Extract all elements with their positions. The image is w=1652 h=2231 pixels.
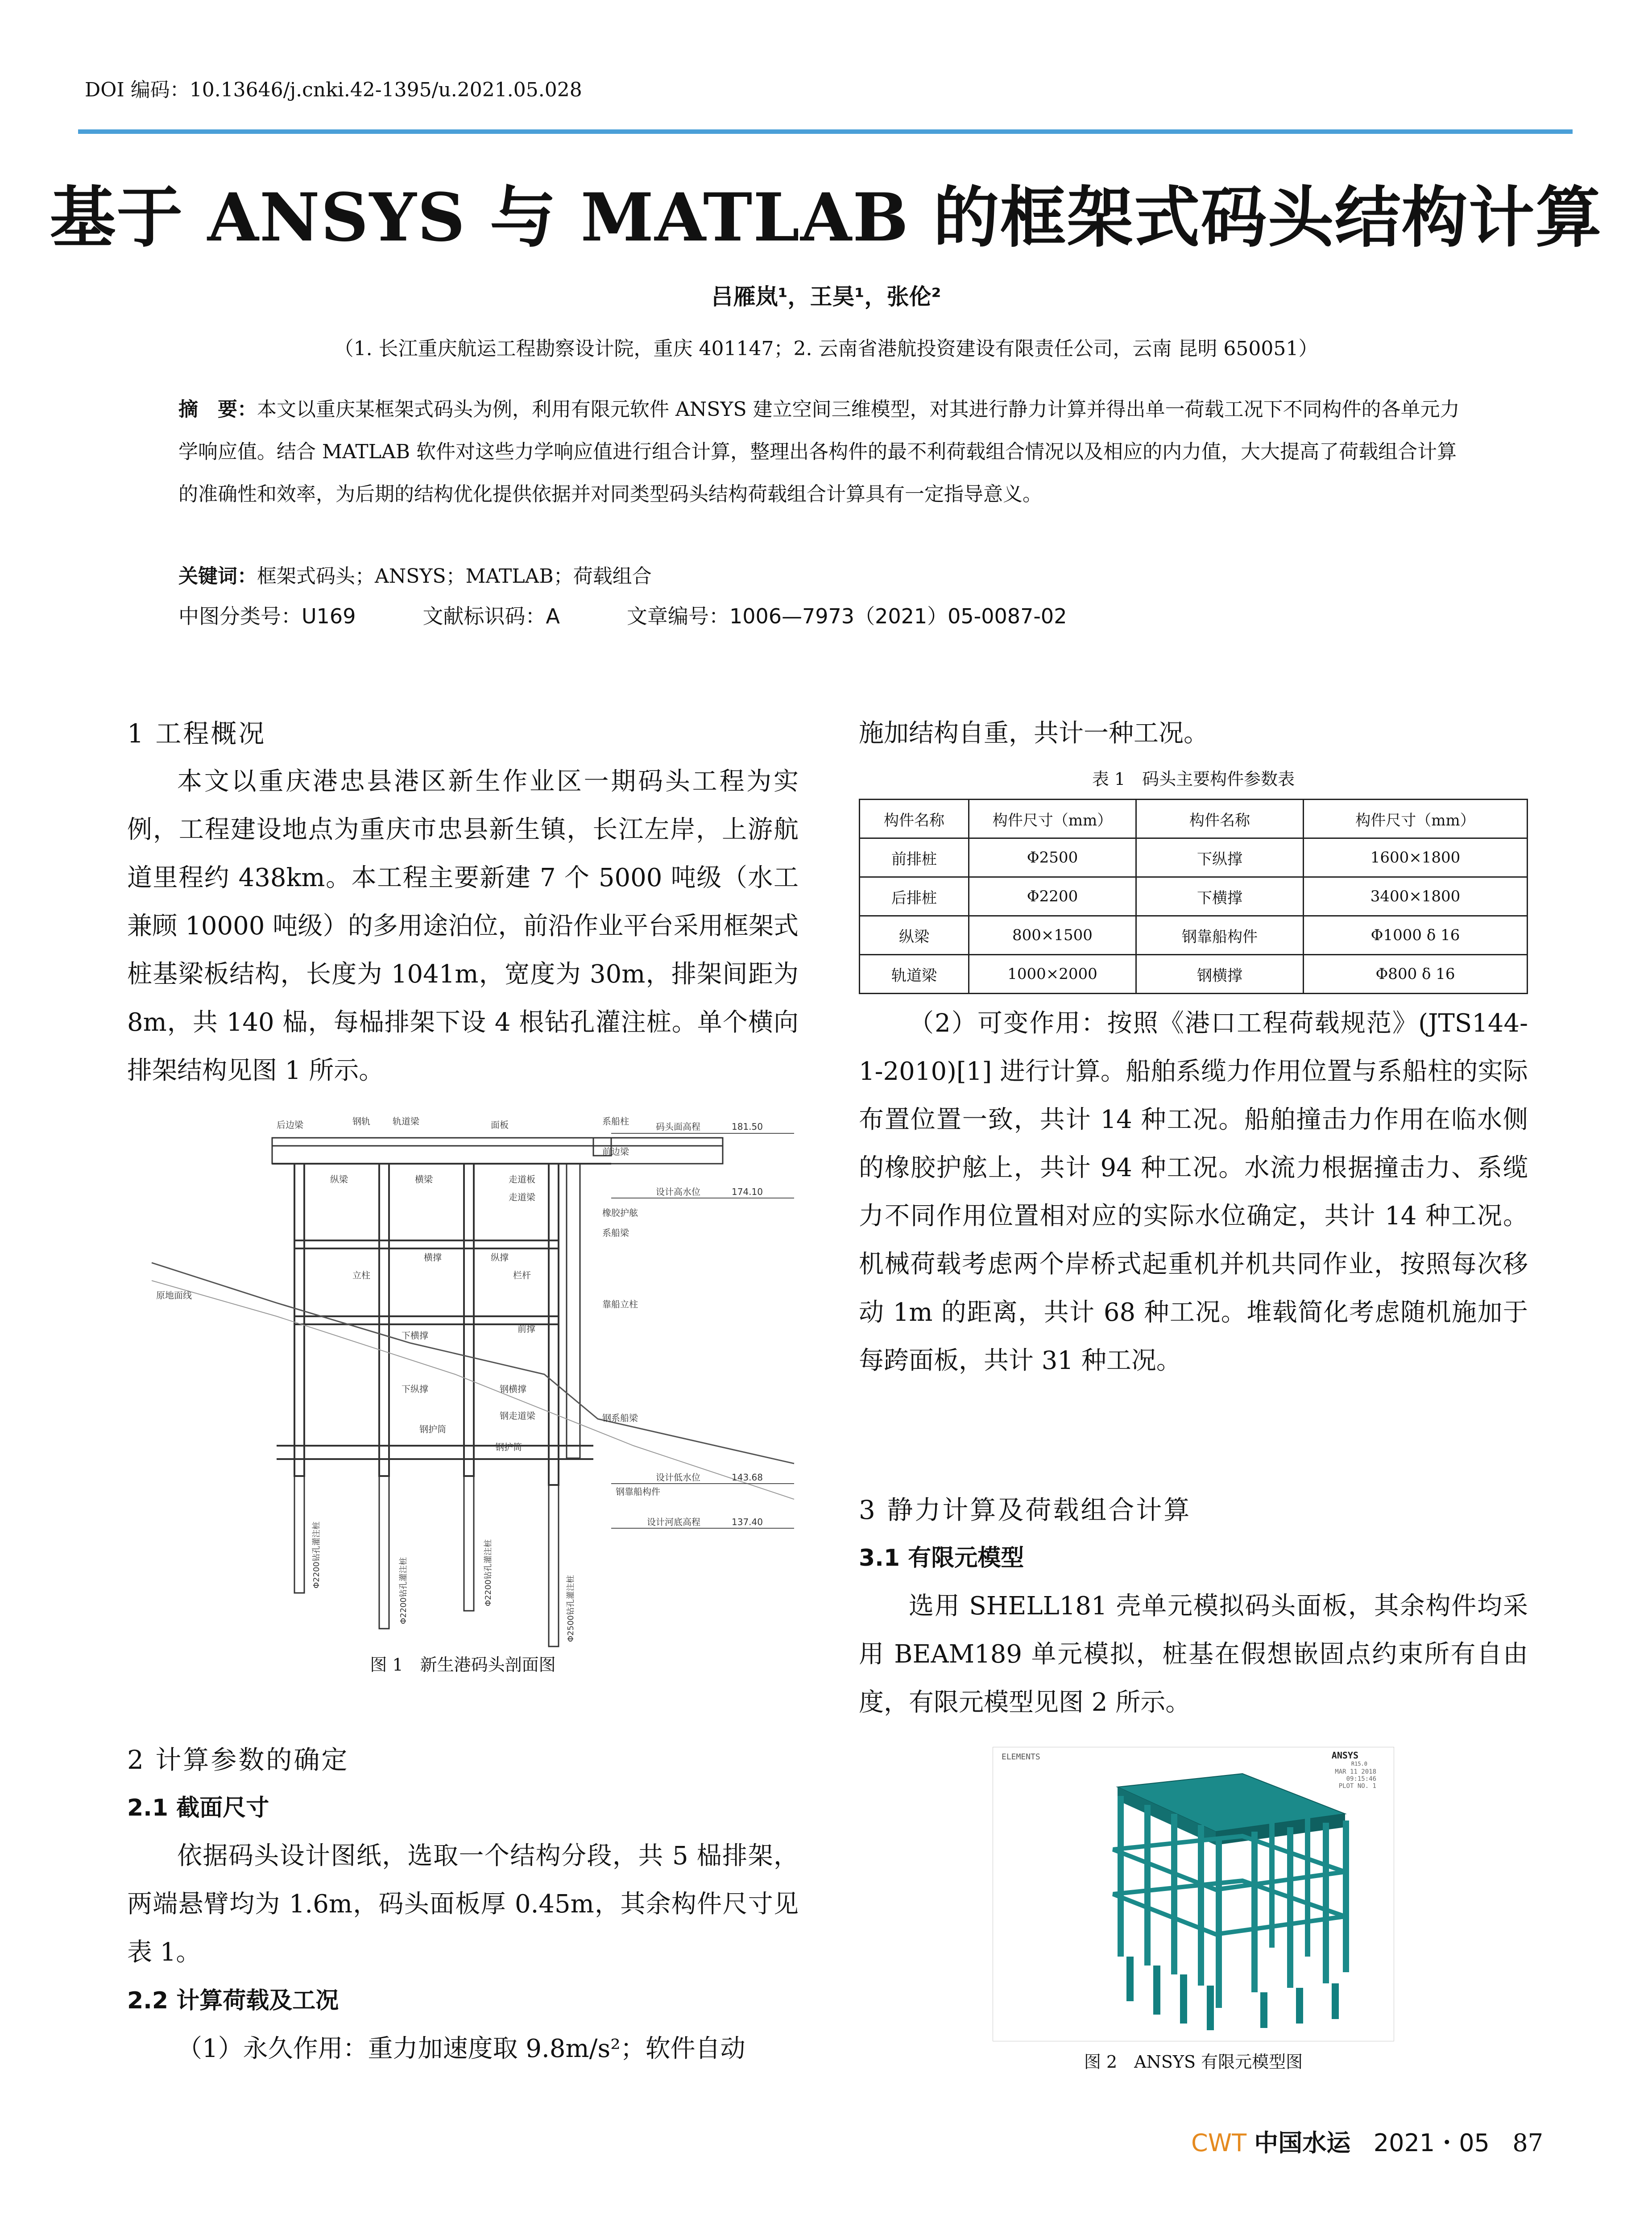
left-column-bottom <box>127 1736 799 2073</box>
table-header-cell: 构件尺寸（mm） <box>969 800 1136 838</box>
right-column-top <box>859 709 1528 758</box>
fig1-label-28: 钢护筒 <box>419 1424 446 1435</box>
journal-logo: CWT <box>1191 2129 1247 2157</box>
table-cell: Φ1000 δ 16 <box>1304 916 1528 955</box>
clc-number: 中图分类号：U169 <box>178 604 356 628</box>
page-footer <box>1191 2124 1543 2158</box>
table-row <box>860 955 1528 994</box>
fig1-pile-label-2: Φ2200钻孔灌注桩 <box>399 1557 408 1624</box>
table-cell: 1600×1800 <box>1304 838 1528 877</box>
fig1-label-0: 后边梁 <box>277 1120 303 1130</box>
table-cell: 下纵撑 <box>1136 838 1304 877</box>
table-header-row <box>860 800 1528 838</box>
table-row <box>860 877 1528 916</box>
table-1 <box>859 799 1528 994</box>
section-1-heading: 1 工程概况 <box>127 718 266 749</box>
table-row <box>860 838 1528 877</box>
paper-title: 基于 ANSYS 与 MATLAB 的框架式码头结构计算 <box>50 178 1602 256</box>
table-cell: 纵梁 <box>860 916 969 955</box>
fig1-label-18: 立柱 <box>352 1270 370 1281</box>
table-cell: 1000×2000 <box>969 955 1136 994</box>
article-number: 文章编号：1006—7973（2021）05-0087-02 <box>626 604 1067 628</box>
fig1-label-3: 面板 <box>491 1120 509 1130</box>
fig1-label-15: 系船梁 <box>602 1227 629 1238</box>
fig1-label-34: 137.40 <box>732 1517 763 1527</box>
fig1-label-9: 横梁 <box>415 1174 433 1185</box>
right-column-bottom <box>859 1486 1528 1727</box>
table-cell: 800×1500 <box>969 916 1136 955</box>
document-code: 文献标识码：A <box>422 604 560 628</box>
fig1-label-6: 181.50 <box>732 1121 763 1132</box>
fig2-time: 09:15:46 <box>1346 1775 1376 1783</box>
left-column-top <box>127 709 799 1095</box>
fig1-label-32: 钢靠船构件 <box>616 1486 660 1497</box>
page-number: 87 <box>1512 2129 1544 2157</box>
fig1-label-16: 横撑 <box>424 1252 442 1263</box>
fig1-label-2: 轨道梁 <box>393 1116 419 1127</box>
table-cell: Φ2500 <box>969 838 1136 877</box>
table-cell: Φ2200 <box>969 877 1136 916</box>
journal-name: 中国水运 <box>1254 2128 1351 2157</box>
abstract-label: 摘 要： <box>178 398 257 421</box>
issue-number: 2021・05 <box>1373 2129 1490 2157</box>
header-rule <box>78 129 1573 134</box>
authors: 吕雁岚¹，王昊¹，张伦² <box>711 284 941 310</box>
table-cell: 后排桩 <box>860 877 969 916</box>
fig2-version: R15.0 <box>1351 1761 1367 1767</box>
fig2-date: MAR 11 2018 <box>1335 1768 1376 1775</box>
figure-1-caption: 图 1 新生港码头剖面图 <box>370 1655 556 1675</box>
table-cell: 钢靠船构件 <box>1136 916 1304 955</box>
fig1-pile-label-1: Φ2200钻孔灌注桩 <box>312 1522 321 1588</box>
keywords-text: 框架式码头；ANSYS；MATLAB；荷载组合 <box>257 565 652 588</box>
fig1-label-29: 钢护筒 <box>495 1442 522 1452</box>
right-continuation: 施加结构自重，共计一种工况。 <box>859 719 1209 748</box>
fig1-label-24: 下纵撑 <box>402 1384 428 1394</box>
fig1-label-4: 系船柱 <box>602 1116 629 1127</box>
fig1-label-21: 原地面线 <box>156 1290 192 1301</box>
variable-actions-paragraph: （2）可变作用：按照《港口工程荷载规范》(JTS144-1-2010)[1] 进行计算。船舶系缆力作用位置与系船柱的实际布置位置一致，共计 14 种工况。船舶撞击力作用在临水侧的橡胶护舷上，共计 94 种工况。水流力根据撞击力、系缆力不同作用位置相对应的实际水位确定，共计 14 种工况。机械荷载考虑两个岸桥式起重机并机共同作业，按照每次移动 1m 的距离，共计 68 种工况。堆载简化考虑随机施加于每跨面板，共计 31 种工况。 <box>859 1009 1528 1375</box>
fig1-label-19: 栏杆 <box>513 1270 531 1281</box>
table-cell: 下横撑 <box>1136 877 1304 916</box>
fig1-label-14: 橡胶护舷 <box>602 1207 638 1218</box>
fig1-label-33: 设计河底高程 <box>647 1517 700 1527</box>
affiliations: （1. 长江重庆航运工程勘察设计院，重庆 401147；2. 云南省港航投资建设有限责任公司，云南 昆明 650051） <box>334 337 1318 360</box>
fig1-pile-label-4: Φ2500钻孔灌注桩 <box>566 1575 576 1642</box>
fig1-pile-label-3: Φ2200钻孔灌注桩 <box>484 1539 493 1606</box>
section-1-paragraph: 本文以重庆港忠县港区新生作业区一期码头工程为实例，工程建设地点为重庆市忠县新生镇，长江左岸，上游航道里程约 438km。本工程主要新建 7 个 5000 吨级（水工兼顾 10000 吨级）的多用途泊位，前沿作业平台采用框架式桩基梁板结构，长度为 1041m，宽度为 30m，排架间距为 8m，共 140 榀，每榀排架下设 4 根钻孔灌注桩。单个横向排架结构见图 1 所示。 <box>127 767 799 1085</box>
fig1-label-5: 码头面高程 <box>656 1121 700 1132</box>
fig1-label-31: 143.68 <box>732 1472 763 1483</box>
fig1-label-17: 纵撑 <box>491 1252 509 1263</box>
fig1-label-1: 钢轨 <box>352 1116 370 1127</box>
section-3-1-paragraph: 选用 SHELL181 壳单元模拟码头面板，其余构件均采用 BEAM189 单元模拟，桩基在假想嵌固点约束所有自由度，有限元模型见图 2 所示。 <box>859 1592 1528 1717</box>
classification-line <box>178 600 1134 630</box>
section-2-1-paragraph: 依据码头设计图纸，选取一个结构分段，共 5 榀排架，两端悬臂均为 1.6m，码头面板厚 0.45m，其余构件尺寸见表 1。 <box>127 1841 799 1967</box>
right-column-middle <box>859 999 1528 1385</box>
fig1-label-10: 走道板 <box>509 1174 535 1185</box>
table-row <box>860 916 1528 955</box>
table-cell: Φ800 δ 16 <box>1304 955 1528 994</box>
abstract-text: 本文以重庆某框架式码头为例，利用有限元软件 ANSYS 建立空间三维模型，对其进行静力计算并得出单一荷载工况下不同构件的各单元力学响应值。结合 MATLAB 软件对这些力学响应值进行组合计算，整理出各构件的最不利荷载组合情况以及相应的内力值，大大提高了荷载组合计算的准确性和效率，为后期的结构优化提供依据并对同类型码头结构荷载组合计算具有一定指导意义。 <box>178 398 1460 506</box>
fig1-label-25: 钢横撑 <box>500 1384 526 1394</box>
fig2-plot: PLOT NO. 1 <box>1338 1783 1376 1790</box>
section-2-2-heading: 2.2 计算荷载及工况 <box>127 1987 339 2014</box>
fig1-label-20: 靠船立柱 <box>602 1299 638 1310</box>
fig1-label-8: 纵梁 <box>330 1174 348 1185</box>
section-3-1-heading: 3.1 有限元模型 <box>859 1545 1024 1572</box>
table-cell: 钢横撑 <box>1136 955 1304 994</box>
table-1-caption: 表 1 码头主要构件参数表 <box>1092 769 1295 789</box>
fig1-label-22: 前撑 <box>518 1323 535 1334</box>
table-header-cell: 构件尺寸（mm） <box>1304 800 1528 838</box>
fig1-label-13: 走道梁 <box>509 1192 535 1203</box>
keywords <box>178 560 652 589</box>
fig1-label-23: 下横撑 <box>402 1330 428 1341</box>
section-2-heading: 2 计算参数的确定 <box>127 1745 349 1775</box>
fig2-elements-label: ELEMENTS <box>1002 1752 1040 1762</box>
section-2-1-heading: 2.1 截面尺寸 <box>127 1795 269 1821</box>
fig1-label-30: 设计低水位 <box>656 1472 700 1483</box>
fig2-brand: ANSYS <box>1331 1750 1358 1761</box>
section-2-2-paragraph: （1）永久作用：重力加速度取 9.8m/s²；软件自动 <box>177 2034 745 2063</box>
fig1-label-12: 174.10 <box>732 1186 763 1197</box>
fig1-label-26: 钢走道梁 <box>500 1410 535 1421</box>
table-cell: 前排桩 <box>860 838 969 877</box>
section-3-heading: 3 静力计算及荷载组合计算 <box>859 1495 1192 1525</box>
table-cell: 3400×1800 <box>1304 877 1528 916</box>
figure-2-ansys-model <box>993 1747 1394 2041</box>
abstract <box>178 388 1472 515</box>
figure-1-section-drawing <box>143 1107 803 1651</box>
table-header-cell: 构件名称 <box>1136 800 1304 838</box>
fig1-label-11: 设计高水位 <box>656 1186 700 1197</box>
keywords-label: 关键词： <box>178 565 257 588</box>
fig1-label-27: 钢系船梁 <box>602 1413 638 1423</box>
table-cell: 轨道梁 <box>860 955 969 994</box>
figure-2-caption: 图 2 ANSYS 有限元模型图 <box>1084 2052 1303 2072</box>
fig1-label-7: 前边梁 <box>602 1146 629 1157</box>
table-header-cell: 构件名称 <box>860 800 969 838</box>
doi: DOI 编码：10.13646/j.cnki.42-1395/u.2021.05.028 <box>85 79 582 101</box>
